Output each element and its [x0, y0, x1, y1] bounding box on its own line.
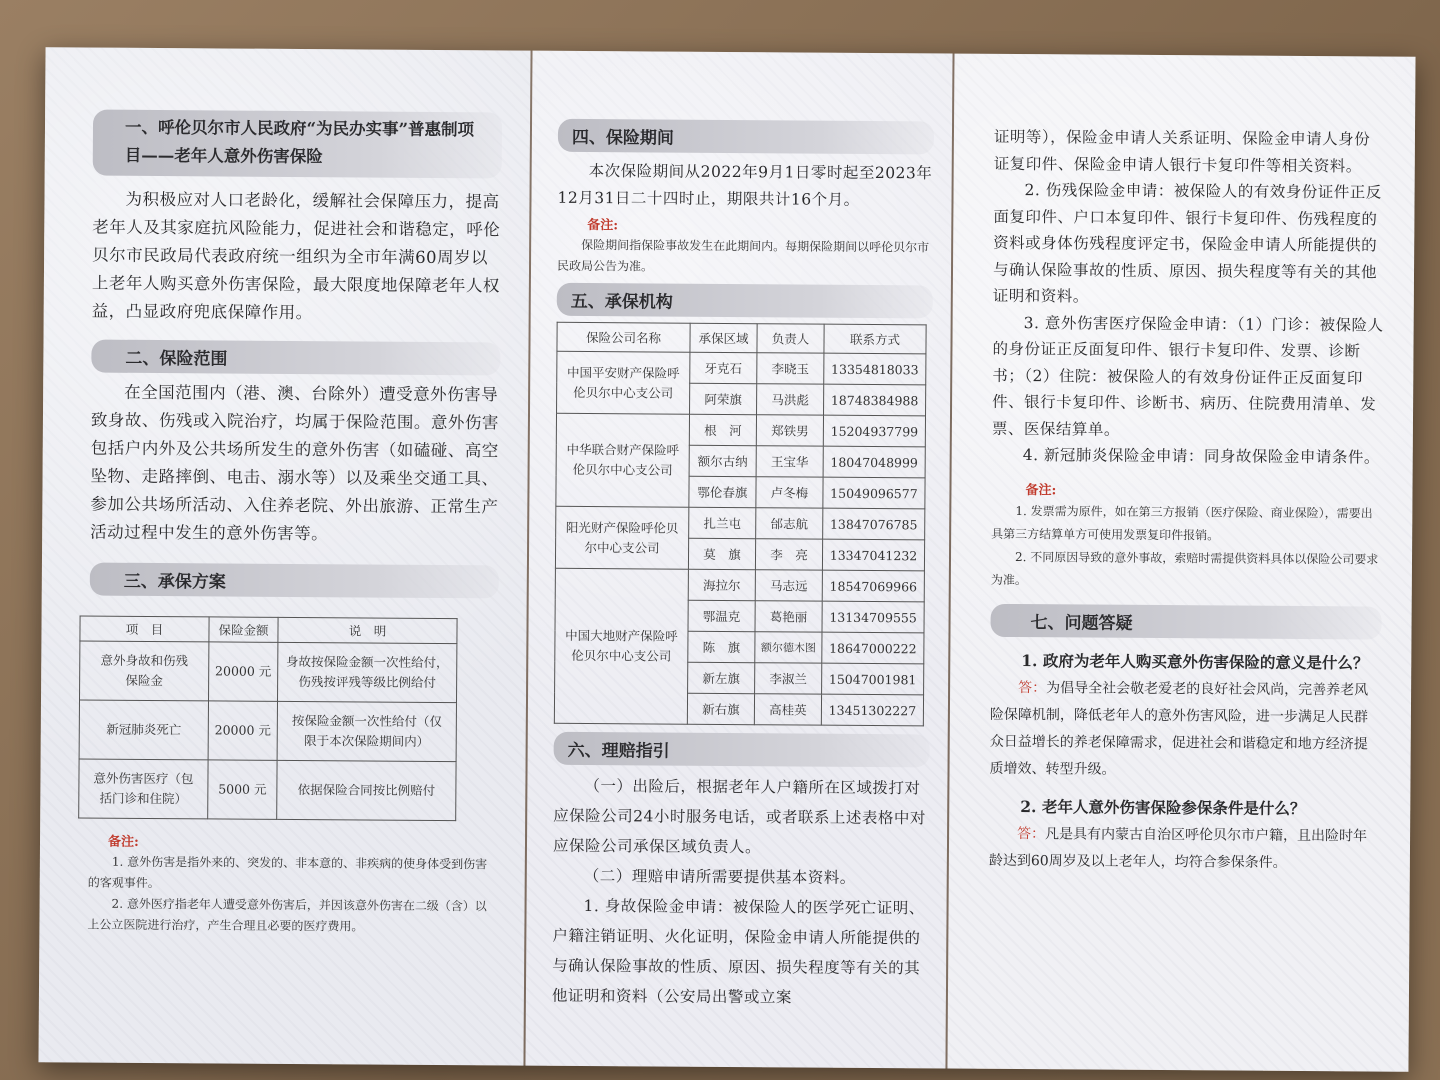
company-cell: 中国大地财产保险呼伦贝尔中心支公司: [554, 568, 688, 724]
table-cell: 陈 旗: [688, 631, 755, 662]
disability-claim-paragraph: 2. 伤残保险金申请：被保险人的有效身份证件正反面复印件、户口本复印件、银行卡复印件、伤残程度的资料或身体伤残程度评定书，保险金申请人所能提供的与确认保险事故的性质、原因、损失程度等有关的其他证明和资料。: [992, 181, 1382, 306]
section-heading-1: 一、呼伦贝尔市人民政府“为民办实事”普惠制项目——老年人意外伤害保险: [93, 110, 502, 179]
column-header: 项 目: [80, 616, 209, 642]
question-2: 2. 老年人意外伤害保险参保条件是什么？: [1020, 796, 1306, 818]
section-heading-7: 七、问题答疑: [990, 603, 1381, 639]
table-row: [79, 700, 456, 762]
table-cell: 马洪彪: [757, 384, 824, 415]
table-row: [556, 413, 925, 447]
table-cell: 15049096577: [823, 477, 925, 509]
table-cell: 葛艳丽: [755, 601, 822, 632]
answer-text: 为倡导全社会敬老爱老的良好社会风尚，完善养老风险保障机制，降低老年人的意外伤害风险，进一步满足人民群众日益增长的养老保障需求，促进社会和谐稳定和地方经济提质增效、转型升级。: [989, 679, 1369, 778]
claims-step-2: （二）理赔申请所需要提供基本资料。: [583, 867, 856, 887]
note-label: 备注:: [107, 834, 139, 850]
table-cell: 新冠肺炎死亡: [79, 700, 208, 760]
section-heading-5: 五、承保机构: [557, 283, 933, 319]
answer-1: [989, 674, 1381, 785]
table-cell: 13354818033: [824, 353, 926, 385]
table-cell: 鄂温克: [688, 600, 755, 631]
question-1: 1. 政府为老年人购买意外伤害保险的意义是什么？: [1021, 650, 1369, 672]
table-row: [79, 759, 456, 821]
table-cell: 根 河: [689, 414, 756, 445]
table-cell: 意外伤害医疗（包括门诊和住院）: [79, 759, 208, 819]
left-panel: [38, 47, 530, 1065]
note-label: 备注:: [587, 218, 619, 234]
table-row: [557, 351, 926, 385]
table-header-row: [80, 616, 457, 644]
table-cell: 新右旗: [687, 693, 754, 724]
table-cell: 邰志航: [756, 508, 823, 539]
table-cell: 扎兰屯: [689, 507, 756, 538]
note-text: 保险期间指保险事故发生在此期间内。每期保险期间以呼伦贝尔市民政局公告为准。: [556, 237, 930, 274]
table-cell: 18748384988: [824, 384, 926, 416]
company-cell: 阳光财产保险呼伦贝尔中心支公司: [555, 506, 688, 569]
table-row: [556, 506, 925, 540]
company-cell: 中华联合财产保险呼伦贝尔中心支公司: [556, 413, 690, 507]
column-header: 联系方式: [824, 324, 926, 354]
table-cell: 20000 元: [209, 642, 278, 701]
covid-claim-paragraph: 4. 新冠肺炎保险金申请：同身故保险金申请条件。: [1022, 446, 1381, 467]
table-row: [555, 568, 924, 602]
medical-claim-paragraph: 3. 意外伤害医疗保险金申请：（1）门诊：被保险人的身份证正反面复印件、银行卡复印件、发票、诊断书；（2）住院：被保险人的有效身份证件正反面复印件、银行卡复印件、诊断书、病历、住院费用清单、发票、医保结算单。: [991, 313, 1384, 439]
table-row: [80, 641, 457, 703]
table-cell: 13451302227: [821, 694, 923, 726]
table-cell: 13347041232: [822, 539, 924, 571]
section-heading-6: 六、理赔指引: [554, 732, 930, 768]
table-cell: 额尔古纳: [689, 445, 756, 476]
answer-2: [989, 820, 1380, 877]
table-cell: 身故按保险金额一次性给付，伤残按评残等级比例给付: [277, 642, 456, 702]
table-cell: 18647000222: [822, 632, 924, 664]
table-cell: 13134709555: [822, 601, 924, 633]
table-cell: 新左旗: [688, 662, 755, 693]
period-paragraph: 本次保险期间从2022年9月1日零时起至2023年12月31日二十四时止，期限共计16个月。: [557, 162, 933, 209]
note-label: 备注:: [1025, 482, 1057, 498]
answer-text: 凡是具有内蒙古自治区呼伦贝尔市户籍，且出险时年龄达到60周岁及以上老年人，均符合参保条件。: [988, 825, 1368, 871]
table-cell: 18047048999: [823, 446, 925, 478]
section-heading-2: 二、保险范围: [91, 340, 500, 376]
answer-label: 答：: [1018, 679, 1047, 696]
table-cell: 意外身故和伤残保险金: [80, 641, 209, 701]
note-text: 1. 意外伤害是指外来的、突发的、非本意的、非疾病的使身体受到伤害的客观事件。: [87, 854, 488, 891]
table-cell: 按保险金额一次性给付（仅限于本次保险期间内）: [277, 701, 456, 761]
right-panel: [947, 54, 1415, 1072]
table-cell: 13847076785: [823, 508, 925, 540]
column-header: 承保区域: [690, 323, 757, 352]
brochure-sheet: [38, 47, 1415, 1072]
plan-table: [78, 615, 457, 821]
column-header: 保险公司名称: [557, 322, 690, 352]
table-cell: 李淑兰: [755, 663, 822, 694]
company-cell: 中国平安财产保险呼伦贝尔中心支公司: [557, 351, 690, 414]
answer-label: 答：: [1017, 825, 1046, 842]
table-cell: 莫 旗: [688, 538, 755, 569]
section-heading-4: 四、保险期间: [558, 119, 934, 155]
table-cell: 15204937799: [823, 415, 925, 447]
table-cell: 牙克石: [690, 352, 757, 383]
column-header: 负责人: [757, 324, 824, 353]
note-text: 1. 发票需为原件，如在第三方报销（医疗保险、商业保险），需要出具第三方结算单方可使用发票复印件报销。: [991, 503, 1373, 542]
table-cell: 王宝华: [756, 446, 823, 477]
table-cell: 20000 元: [208, 701, 277, 760]
death-claim-paragraph: 1. 身故保险金申请：被保险人的医学死亡证明、户籍注销证明、火化证明，保险金申请人所能提供的与确认保险事故的性质、原因、损失程度等有关的其他证明和资料（公安局出警或立案: [551, 897, 925, 1007]
table-cell: 高桂英: [754, 694, 821, 725]
table-cell: 阿荣旗: [690, 383, 757, 414]
table-cell: 依据保险合同按比例赔付: [277, 760, 456, 820]
purpose-paragraph: 为积极应对人口老龄化，缓解社会保障压力，提高老年人及其家庭抗风险能力，促进社会和谐稳定，呼伦贝尔市民政局代表政府统一组织为全市年满60周岁以上老年人购买意外伤害保险，最大限度地保障老年人权益，凸显政府兜底保障作用。: [91, 189, 501, 323]
claims-step-1: （一）出险后，根据老年人户籍所在区域拨打对应保险公司24小时服务电话，或者联系上述表格中对应保险公司承保区域负责人。: [552, 777, 926, 857]
table-cell: 李 亮: [755, 539, 822, 570]
table-cell: 18547069966: [822, 570, 924, 602]
coverage-paragraph: 在全国范围内（港、澳、台除外）遭受意外伤害导致身故、伤残或入院治疗，均属于保险范围。意外伤害包括户内外及公共场所发生的意外伤害（如磕碰、高空坠物、走路摔倒、电击、溺水等）以及乘坐交通工具、参加公共场所活动、入住养老院、外出旅游、正常生产活动过程中发生的意外伤害等。: [90, 382, 500, 544]
section-heading-3: 三、承保方案: [90, 563, 499, 599]
table-cell: 马志远: [755, 570, 822, 601]
column-header: 保险金额: [209, 617, 278, 642]
table-header-row: [557, 322, 926, 354]
table-cell: 15047001981: [822, 663, 924, 695]
death-claim-continued: 证明等），保险金申请人关系证明、保险金申请人身份证复印件、保险金申请人银行卡复印件等相关资料。: [993, 127, 1371, 175]
table-cell: 卢冬梅: [756, 477, 823, 508]
table-cell: 李晓玉: [757, 353, 824, 384]
table-cell: 海拉尔: [688, 569, 755, 600]
table-cell: 鄂伦春旗: [689, 476, 756, 507]
note-text: 2. 意外医疗指老年人遭受意外伤害后，并因该意外伤害在二级（含）以上公立医院进行治疗，产生合理且必要的医疗费用。: [87, 896, 487, 934]
table-cell: 郑铁男: [756, 415, 823, 446]
note-text: 2. 不同原因导致的意外事故，索赔时需提供资料具体以保险公司要求为准。: [990, 549, 1379, 587]
insurer-table: [554, 322, 927, 727]
table-cell: 5000 元: [208, 760, 277, 819]
table-cell: 额尔德木图: [755, 632, 822, 663]
middle-panel: [525, 51, 952, 1069]
column-header: 说 明: [278, 617, 457, 643]
